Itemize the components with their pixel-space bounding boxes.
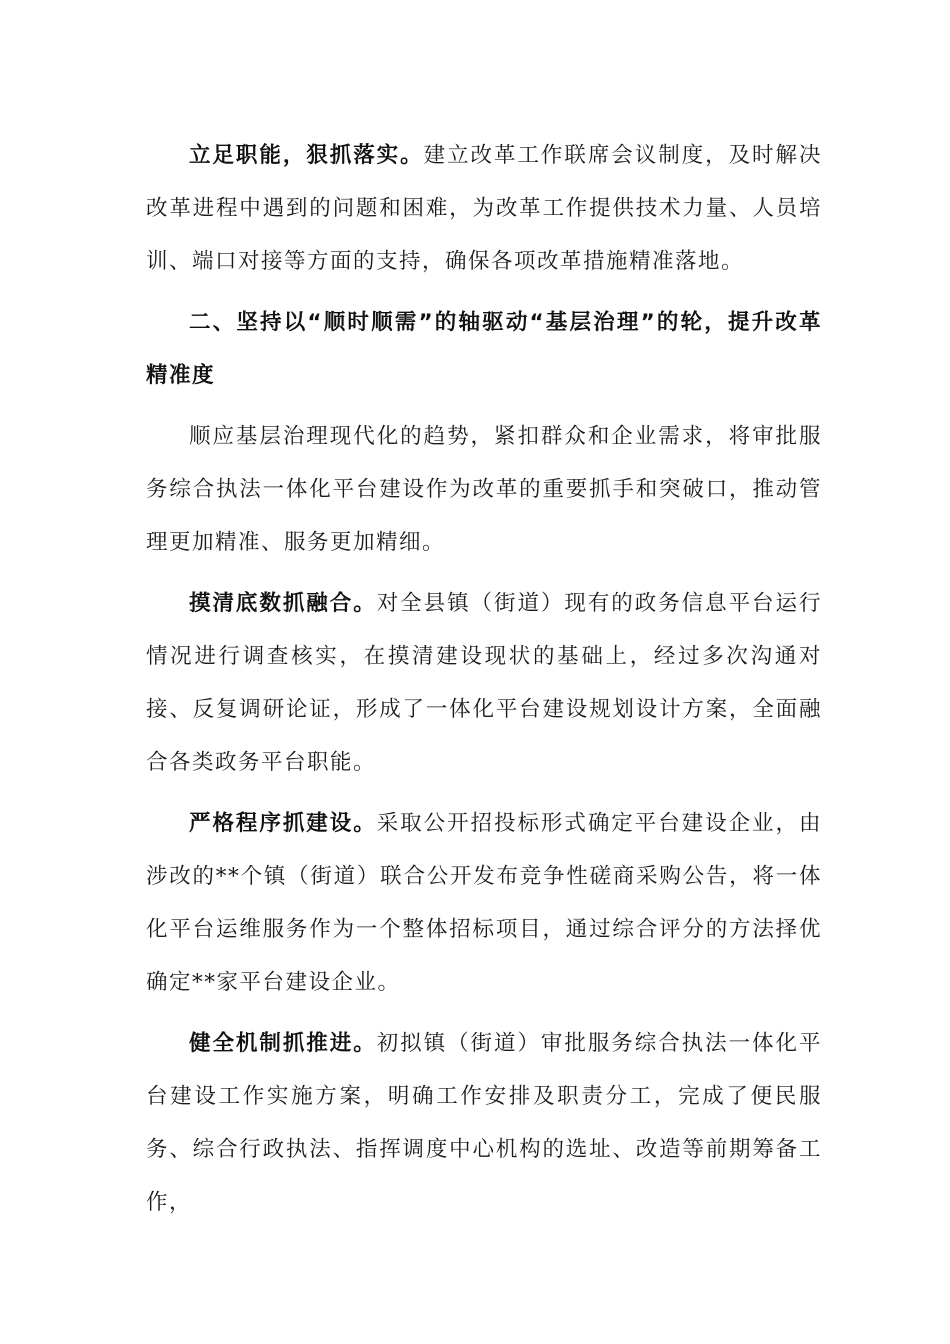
paragraph-lead: 健全机制抓推进。 (189, 1031, 377, 1056)
paragraph-text: 初拟镇（街道）审批服务综合执法一体化平台建设工作实施方案，明确工作安排及职责分工，完成了便民服务、综合行政执法、指挥调度中心机构的选址、改造等前期筹备工作， (146, 1031, 822, 1215)
paragraph-integration (146, 577, 822, 789)
paragraph-text: 顺应基层治理现代化的趋势，紧扣群众和企业需求，将审批服务综合执法一体化平台建设作为改革的重要抓手和突破口，推动管理更加精准、服务更加精细。 (146, 424, 822, 555)
document-body (146, 129, 822, 1229)
section-heading-text: 二、坚持以“顺时顺需”的轴驱动“基层治理”的轮，提升改革精准度 (146, 310, 822, 388)
paragraph-lead: 摸清底数抓融合。 (189, 591, 377, 616)
paragraph-lead: 严格程序抓建设。 (189, 811, 377, 836)
paragraph-text: 对全县镇（街道）现有的政务信息平台运行情况进行调查核实，在摸清建设现状的基础上，经过多次沟通对接、反复调研论证，形成了一体化平台建设规划设计方案，全面融合各类政务平台职能。 (146, 591, 822, 775)
paragraph-lead: 立足职能，狠抓落实。 (189, 143, 424, 168)
paragraph-construction (146, 797, 822, 1009)
section-heading (146, 296, 822, 402)
paragraph-text: 采取公开招投标形式确定平台建设企业，由涉改的**个镇（街道）联合公开发布竞争性磋商采购公告，将一体化平台运维服务作为一个整体招标项目，通过综合评分的方法择优确定**家平台建设企业。 (146, 811, 822, 995)
paragraph-intro (146, 410, 822, 569)
paragraph-text: 建立改革工作联席会议制度，及时解决改革进程中遇到的问题和困难，为改革工作提供技术力量、人员培训、端口对接等方面的支持，确保各项改革措施精准落地。 (146, 143, 822, 274)
paragraph-implement (146, 129, 822, 288)
paragraph-mechanism (146, 1017, 822, 1229)
